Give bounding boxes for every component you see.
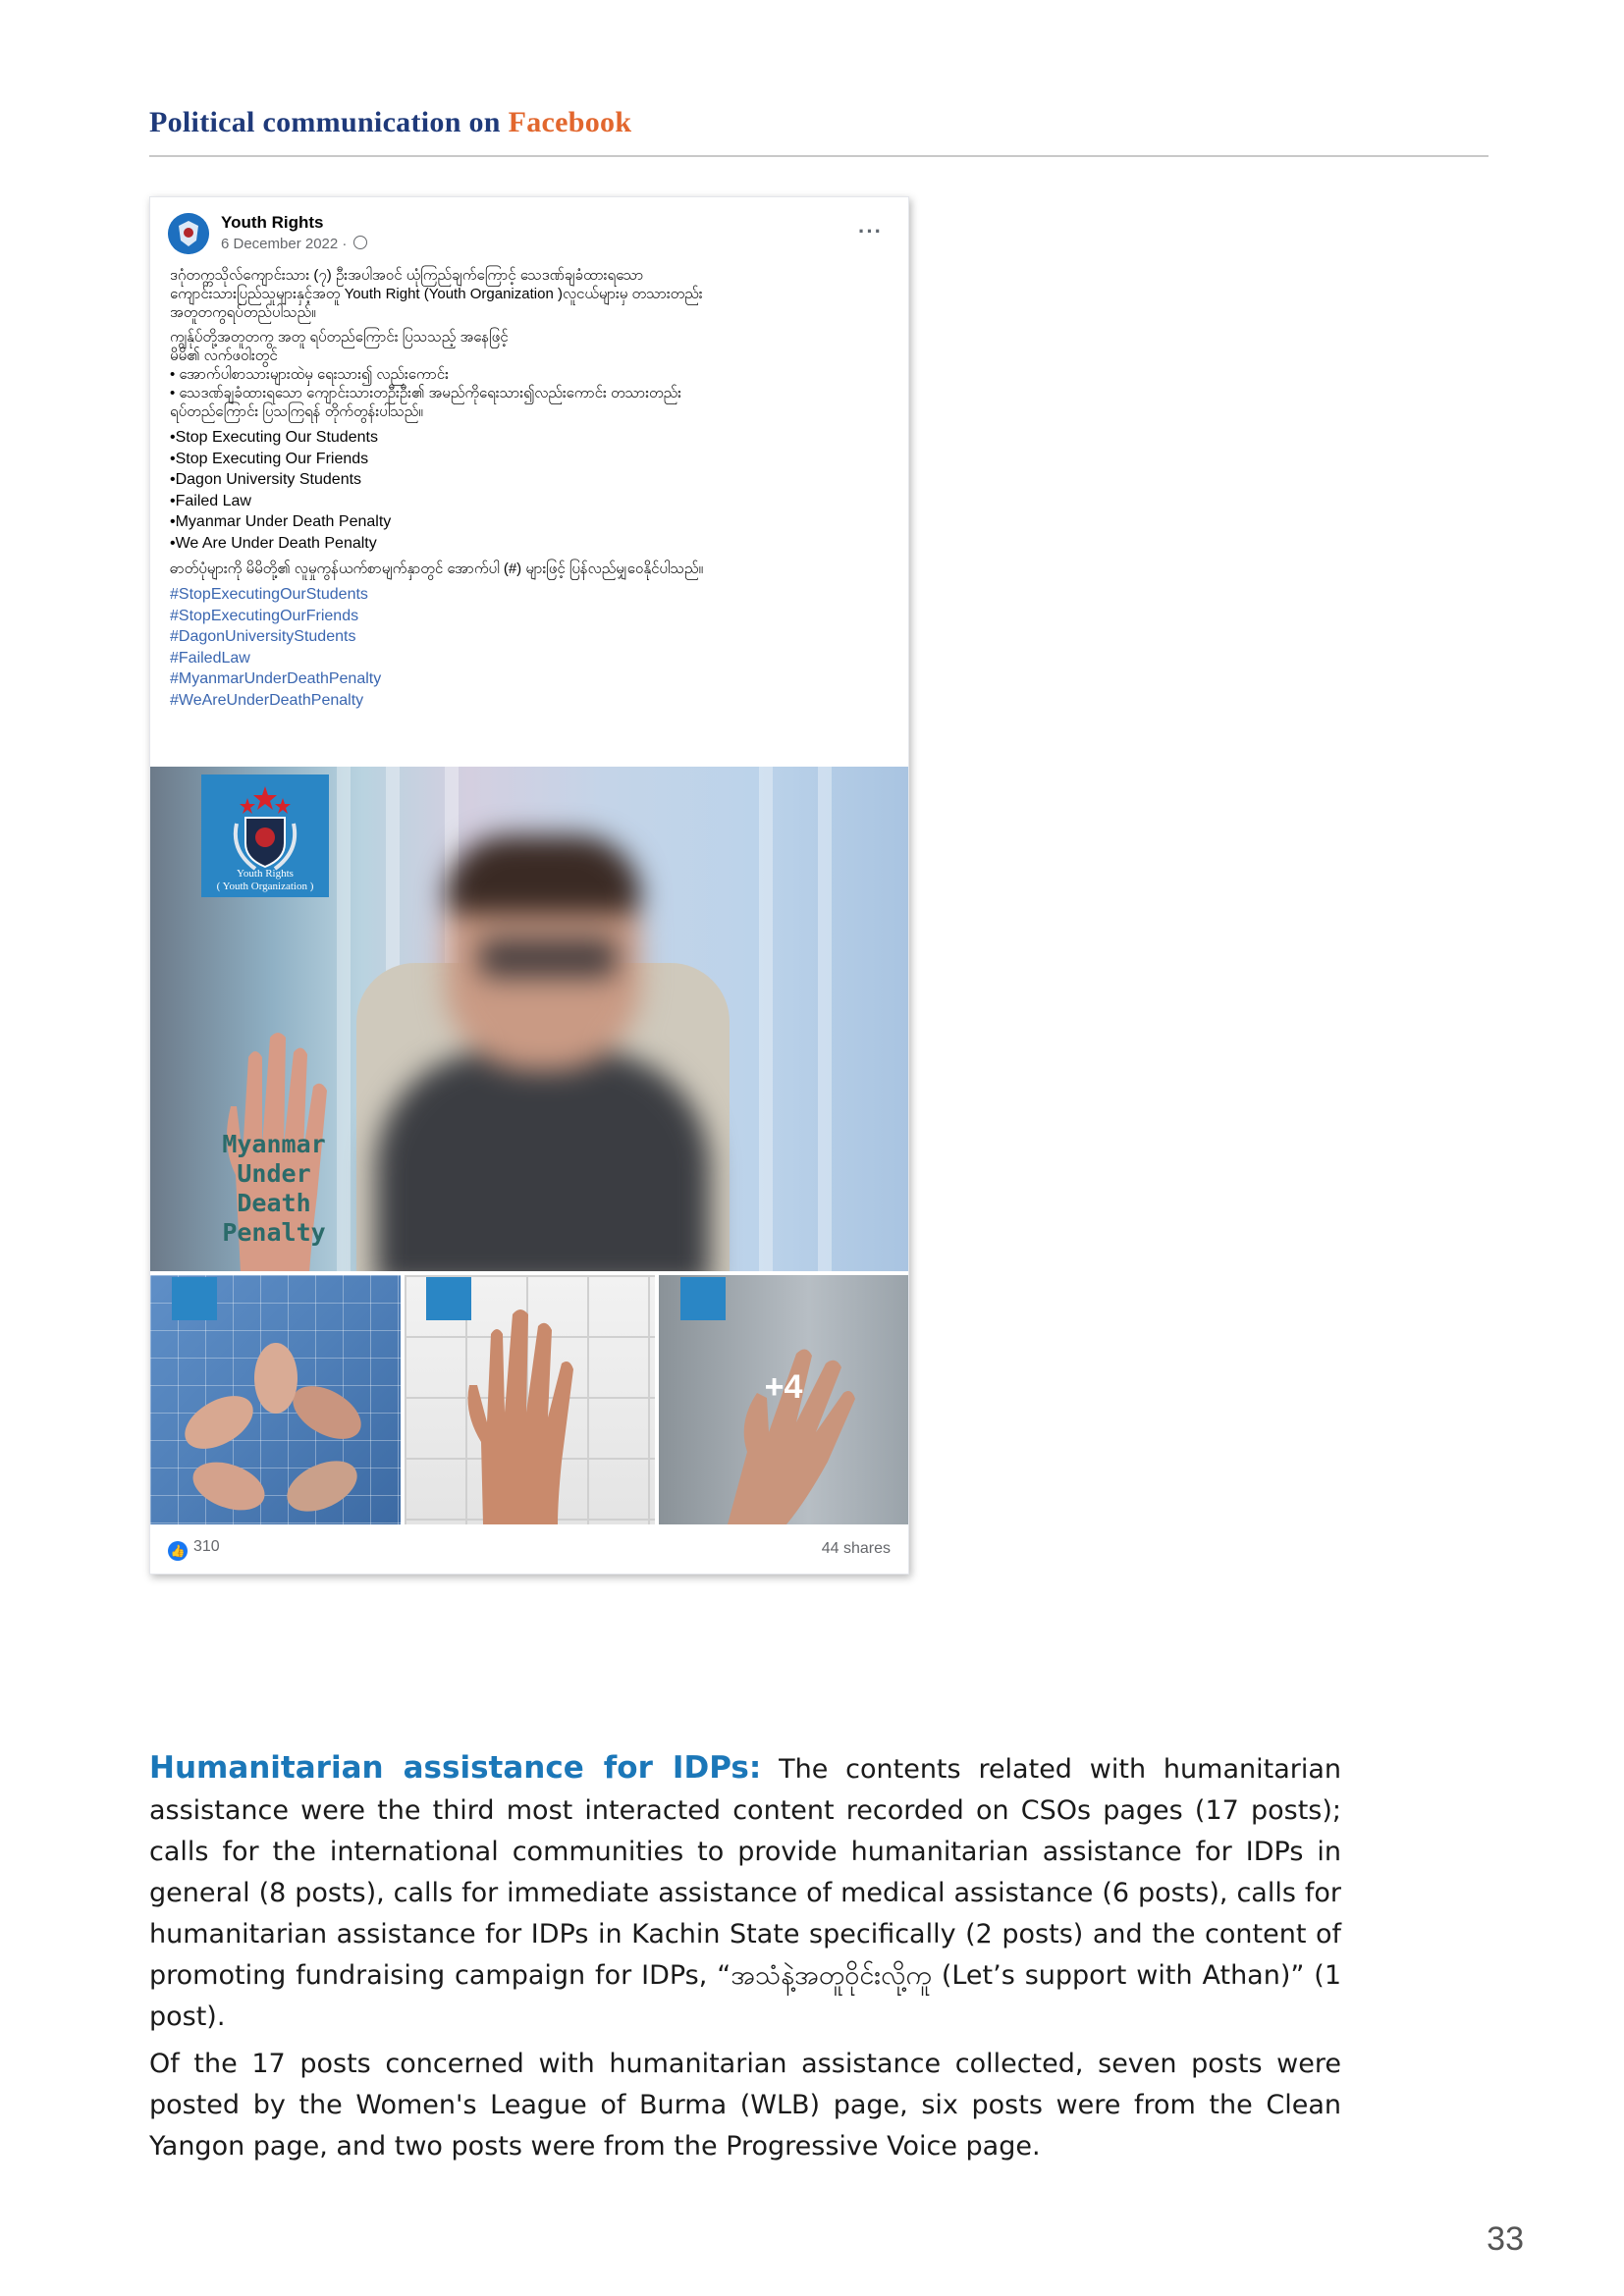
header-title-part2: Facebook [508, 106, 632, 138]
post-author[interactable]: Youth Rights [221, 213, 324, 232]
slogan-item: •Stop Executing Our Friends [170, 450, 369, 467]
thumbnail-photo-more[interactable] [659, 1275, 908, 1524]
thumbnail-photo[interactable] [150, 1275, 401, 1524]
page-number: 33 [1487, 2220, 1524, 2258]
hashtag-list [170, 584, 896, 711]
hashtag-link[interactable]: #MyanmarUnderDeathPenalty [170, 670, 382, 687]
slogan-item: •Dagon University Students [170, 471, 362, 488]
post-date-text: 6 December 2022 · [221, 236, 352, 252]
post-body [170, 266, 896, 711]
paragraph-humanitarian [149, 1747, 1341, 2038]
section-lead: Humanitarian assistance for IDPs: [149, 1750, 762, 1786]
burmese-line: ကျွန်ုပ်တို့အတူတကွ အတူ ရပ်တည်ကြောင်း ပြသသည့် အနေဖြင့် [170, 329, 509, 346]
page-avatar[interactable] [168, 213, 209, 254]
shares-count[interactable]: 44 shares [821, 1540, 891, 1557]
burmese-line: • အောက်ပါစာသားများထဲမှ ရေးသား၍ လည်းကောင်း [170, 366, 449, 383]
header-rule [149, 155, 1489, 157]
header-title-part1: Political communication on [149, 106, 509, 138]
youth-rights-logo [201, 774, 329, 897]
hand-slogan: Myanmar Under Death Penalty [222, 1130, 326, 1247]
burmese-line: မိမိ၏ လက်ဖဝါးတွင် [170, 347, 278, 364]
hashtag-link[interactable]: #FailedLaw [170, 649, 250, 667]
more-photos-count: +4 [764, 1368, 803, 1406]
hand-icon [405, 1275, 655, 1524]
running-header [149, 106, 631, 139]
burmese-line: ရပ်တည်ကြောင်း ပြသကြရန် တိုက်တွန်းပါသည်။ [170, 403, 423, 420]
post-main-photo[interactable] [150, 767, 908, 1271]
avatar-crest-icon [168, 213, 209, 254]
burmese-line: ကျောင်းသားပြည်သူများနှင့်အတူ Youth Right (Youth Organization )လူငယ်များမှ တသားတည်း [170, 286, 703, 302]
post-date[interactable] [221, 236, 367, 252]
thumbnail-photo[interactable] [405, 1275, 655, 1524]
burmese-line: • သေဒဏ်ချခံထားရသော ကျောင်းသားတဦးဦး၏ အမည်ကိုရေးသား၍လည်းကောင်း တသားတည်း [170, 385, 681, 401]
likes-count: 310 [193, 1538, 220, 1555]
burmese-intro [170, 266, 896, 421]
photo-thumbnails [150, 1275, 908, 1524]
hashtag-link[interactable]: #StopExecutingOurStudents [170, 586, 368, 603]
slogan-item: •Failed Law [170, 492, 251, 509]
reaction-count[interactable] [168, 1538, 220, 1561]
slogan-item: •We Are Under Death Penalty [170, 534, 377, 552]
thumbs-up-icon: 👍 [168, 1541, 188, 1561]
slogan-item: •Myanmar Under Death Penalty [170, 513, 392, 530]
facebook-post-card [149, 196, 909, 1575]
hashtag-link[interactable]: #StopExecutingOurFriends [170, 607, 359, 624]
paragraph-text: The contents related with humanitarian assistance were the third most interacted content recorded on CSOs pages (17 posts); calls for the international communities to provide humanitarian assistance for IDPs in general (8 posts), calls for immediate assistance of medical assistance (6 posts), calls for humanitarian assistance for IDPs in Kachin State specifically (2 posts) and the content of promoting fundraising campaign for IDPs, “အသံနဲ့အတူဝိုင်းလို့ကူ (Let’s support with Athan)” (1 post). [149, 1754, 1342, 2032]
slogan-item: •Stop Executing Our Students [170, 429, 378, 446]
burmese-line: ဒဂုံတက္ကသိုလ်ကျောင်းသား (၇) ဦးအပါအဝင် ယုံကြည်ချက်ကြောင့် သေဒဏ်ချခံထားရသော [170, 267, 644, 284]
paragraph-posts-breakdown: Of the 17 posts concerned with humanitarian assistance collected, seven posts were posted by the Women's League of Burma (WLB) page, six posts were from the Clean Yangon page, and two posts were from the Progressive Voice page. [149, 2049, 1341, 2162]
burmese-closing: ဓာတ်ပုံများကို မိမိတို့၏ လူမှုကွန်ယက်စာမျက်နှာတွင် အောက်ပါ (#) များဖြင့် ပြန်လည်မျှဝေနိုင်ပါသည်။ [170, 561, 704, 577]
hands-circle-icon [150, 1275, 401, 1524]
hashtag-link[interactable]: #DagonUniversityStudents [170, 628, 356, 645]
burmese-line: အတူတကွရပ်တည်ပါသည်။ [170, 304, 316, 321]
hashtag-link[interactable]: #WeAreUnderDeathPenalty [170, 691, 364, 709]
slogan-list [170, 427, 896, 554]
more-options-button[interactable]: ··· [858, 219, 883, 243]
globe-icon [353, 236, 367, 249]
logo-caption: Youth Rights ( Youth Organization ) [216, 868, 314, 892]
blurred-person [376, 845, 710, 1271]
